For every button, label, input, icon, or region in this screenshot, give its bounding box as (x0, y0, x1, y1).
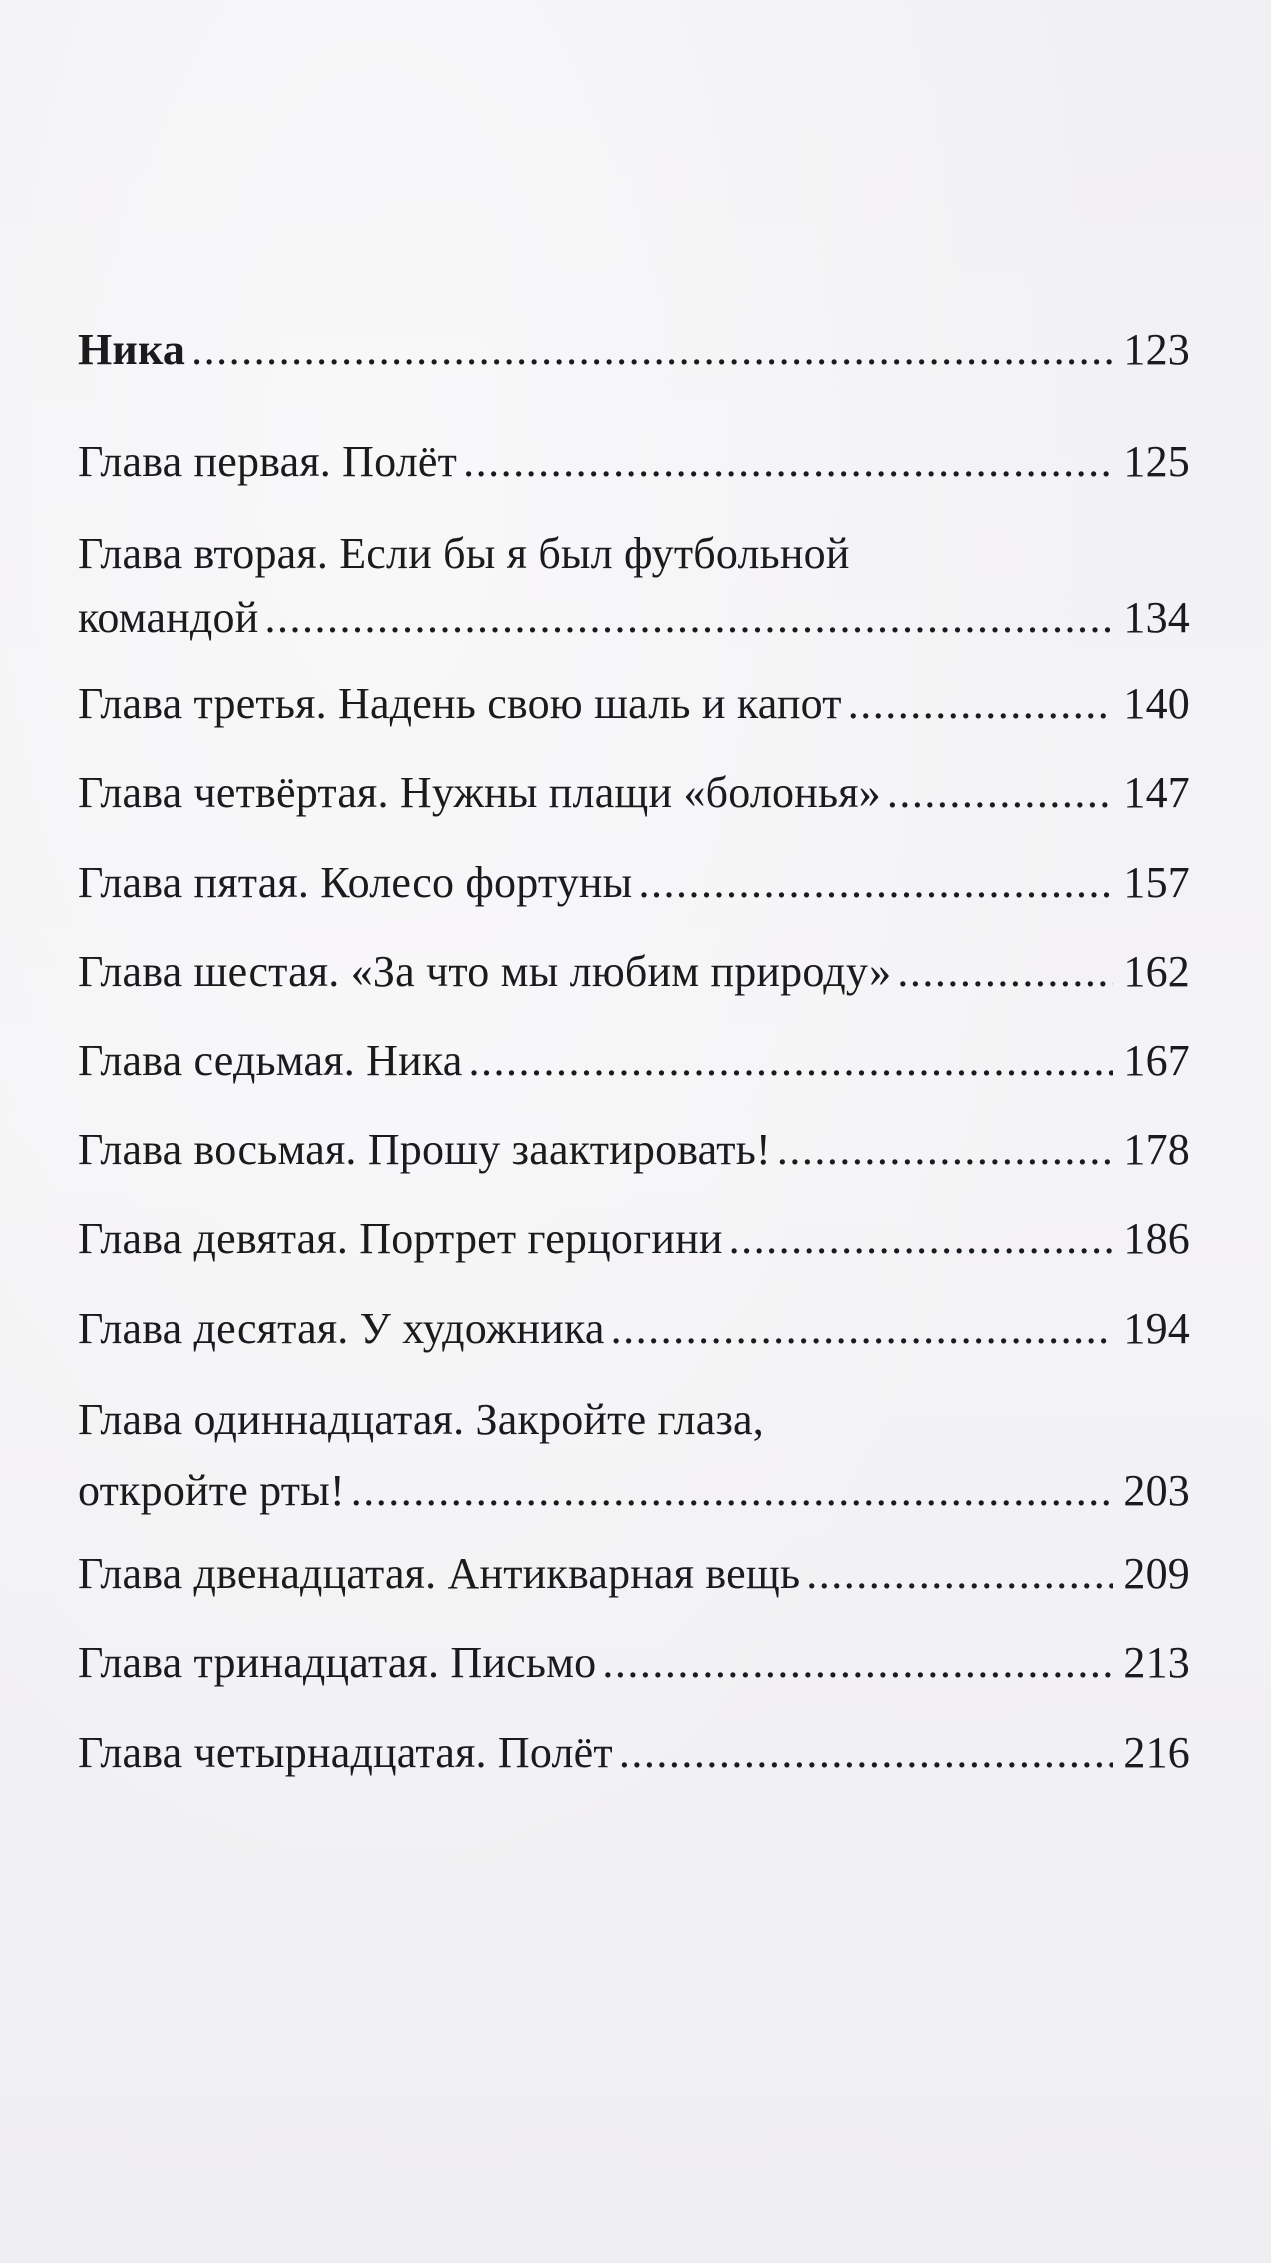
toc-page-number: 209 (1123, 1549, 1190, 1598)
dot-leader (611, 1299, 1114, 1359)
toc-entry-title: Глава седьмая. Ника (78, 1036, 463, 1085)
toc-entry (78, 432, 1190, 492)
dot-leader (848, 674, 1114, 734)
toc-page-number: 213 (1123, 1638, 1190, 1687)
toc-page-number: 167 (1123, 1036, 1190, 1085)
dot-leader (264, 588, 1113, 648)
toc-entry (78, 1299, 1190, 1359)
toc-entry-title: Глава десятая. У художника (78, 1304, 605, 1353)
dot-leader (729, 1209, 1114, 1269)
toc-entry (78, 1120, 1190, 1180)
toc-entry (78, 763, 1190, 823)
dot-leader (777, 1120, 1114, 1180)
dot-leader (887, 763, 1114, 823)
toc-entry-title-line1: Глава одиннадцатая. Закройте глаза, (78, 1395, 764, 1444)
toc-page-number: 140 (1123, 679, 1190, 728)
dot-leader (468, 1031, 1113, 1091)
toc-entry-title-line1: Глава вторая. Если бы я был футбольной (78, 529, 850, 578)
dot-leader (602, 1633, 1113, 1693)
toc-entry-title: Глава четвёртая. Нужны плащи «болонья» (78, 768, 881, 817)
toc-page-number: 134 (1123, 593, 1190, 642)
toc-entry-title: Глава шестая. «За что мы любим природу» (78, 947, 892, 996)
dot-leader (351, 1461, 1114, 1521)
toc-entry (78, 674, 1190, 734)
toc-entry-title: Глава девятая. Портрет герцогини (78, 1214, 723, 1263)
toc-entry (78, 942, 1190, 1002)
toc-page-number: 178 (1123, 1125, 1190, 1174)
dot-leader (191, 320, 1113, 380)
toc-page-number: 147 (1123, 768, 1190, 817)
toc-entry-part (78, 320, 1190, 380)
toc-page-number: 203 (1123, 1466, 1190, 1515)
toc-entry-title: Глава пятая. Колесо фортуны (78, 858, 633, 907)
toc-entry-title: Глава третья. Надень свою шаль и капот (78, 679, 842, 728)
toc-entry-title: Глава двенадцатая. Антикварная вещь (78, 1549, 801, 1598)
toc-entry-title: откройте рты! (78, 1466, 345, 1515)
toc-entry-title: командой (78, 593, 259, 642)
toc-entry (78, 1633, 1190, 1693)
toc-page-number: 216 (1123, 1728, 1190, 1777)
toc-entry (78, 1544, 1190, 1604)
dot-leader (619, 1723, 1114, 1783)
dot-leader (806, 1544, 1113, 1604)
dot-leader (463, 432, 1113, 492)
toc-page-number: 186 (1123, 1214, 1190, 1263)
toc-entry (78, 853, 1190, 913)
toc-entry-title: Глава первая. Полёт (78, 437, 458, 486)
toc-entry-title: Глава четырнадцатая. Полёт (78, 1728, 613, 1777)
toc-entry-title: Ника (78, 325, 186, 374)
toc-page-number: 157 (1123, 858, 1190, 907)
toc-entry-title: Глава тринадцатая. Письмо (78, 1638, 597, 1687)
dot-leader (638, 853, 1113, 913)
toc-entry (78, 524, 1190, 648)
toc-page-number: 162 (1123, 947, 1190, 996)
toc-page-number: 125 (1123, 437, 1190, 486)
toc-page-number: 194 (1123, 1304, 1190, 1353)
dot-leader (897, 942, 1113, 1002)
toc-page-number: 123 (1123, 325, 1190, 374)
toc-entry-title: Глава восьмая. Прошу заактировать! (78, 1125, 771, 1174)
toc-entry (78, 1209, 1190, 1269)
toc-entry (78, 1723, 1190, 1783)
toc-entry (78, 1390, 1190, 1521)
toc-entry (78, 1031, 1190, 1091)
